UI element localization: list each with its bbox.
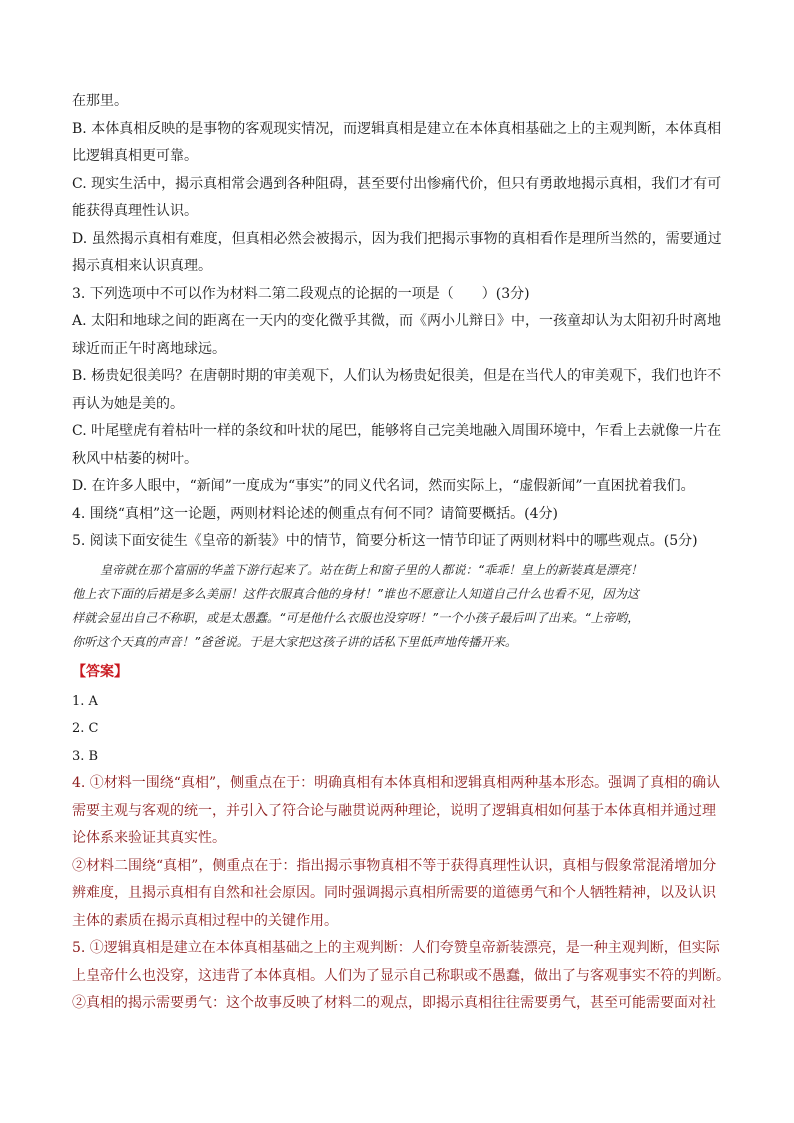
text-line: 在那里。 [72,93,128,109]
question-3: 3. 下列选项中不可以作为材料二第二段观点的论据的一项是（ ）(3分) [72,285,530,302]
quote-line: 样就会显出自己不称职，或是太愚蠢。“可是他什么衣服也没穿呀！”一个小孩子最后叫了出来。“上帝哟， [72,610,640,625]
text-line: B. 本体真相反映的是事物的客观现实情况，而逻辑真相是建立在本体真相基础之上的主观判断，本体真相 [72,120,722,137]
answer-line: 5. ①逻辑真相是建立在本体真相基础之上的主观判断：人们夸赞皇帝新装漂亮，是一种主观判断，但实际 [72,940,720,956]
answer-line: 4. ①材料一围绕“真相”，侧重点在于：明确真相有本体真相和逻辑真相两种基本形态。强调了真相的确认 [72,775,721,791]
text-line: 揭示真相来认识真理。 [72,258,212,274]
quote-line: 他上衣下面的后裙是多么美丽！这件衣服真合他的身材！”谁也不愿意让人知道自己什么也看不见，因为这 [72,586,639,601]
text-line: 比逻辑真相更可靠。 [72,148,198,164]
text-line: 球近而正午时离地球远。 [72,340,226,357]
text-line: B. 杨贵妃很美吗？在唐朝时期的审美观下，人们认为杨贵妃很美，但是在当代人的审美观下，我们也许不 [72,368,722,384]
text-line: C. 现实生活中，揭示真相常会遇到各种阻碍，甚至要付出惨痛代价，但只有勇敢地揭示真相，我们才有可 [72,175,722,192]
quote-line: 皇帝就在那个富丽的华盖下游行起来了。站在街上和窗子里的人都说：“乖乖！皇上的新装真是漂亮！ [100,562,643,577]
answer-line: 论体系来验证其真实性。 [72,830,226,846]
text-line: 秋风中枯萎的树叶。 [72,450,198,467]
answer-item: 1. A [72,693,98,709]
excerpt-quote [72,558,732,654]
answer-line: ②材料二围绕“真相”，侧重点在于：指出揭示事物真相不等于获得真理性认识，真相与假象常混淆增加分 [72,857,717,874]
answer-line: 需要主观与客观的统一，并引入了符合论与融贯说两种理论，说明了逻辑真相如何基于本体真相并通过理 [72,802,716,819]
answer-list [72,688,732,1018]
answer-line: 主体的素质在揭示真相过程中的关键作用。 [72,912,338,929]
answer-line: ②真相的揭示需要勇气：这个故事反映了材料二的观点，即揭示真相往往需要勇气，甚至可能需要面对社 [72,995,716,1011]
question-text [72,88,732,556]
text-line: 再认为她是美的。 [72,395,184,412]
text-line: 能获得真理性认识。 [72,203,198,219]
text-line: D. 虽然揭示真相有难度，但真相必然会被揭示，因为我们把揭示事物的真相看作是理所当然的，需要通过 [72,230,722,247]
question-5: 5. 阅读下面安徒生《皇帝的新装》中的情节，简要分析这一情节印证了两则材料中的哪些观点。(5分) [72,533,698,549]
quote-line: 你听这个天真的声音！”爸爸说。于是大家把这孩子讲的话私下里低声地传播开来。 [72,634,518,649]
answer-item: 2. C [72,721,99,736]
answer-item: 3. B [72,748,99,764]
text-line: C. 叶尾壁虎有着枯叶一样的条纹和叶状的尾巴，能够将自己完美地融入周围环境中，乍看上去就像一片在 [72,423,722,439]
text-line: A. 太阳和地球之间的距离在一天内的变化微乎其微，而《两小儿辩日》中，一孩童却认为太阳初升时离地 [72,313,722,329]
question-4: 4. 围绕“真相”这一论题，两则材料论述的侧重点有何不同？请简要概括。(4分) [72,505,558,522]
answer-line: 上皇帝什么也没穿，这违背了本体真相。人们为了显示自己称职或不愚蠢，做出了与客观事实不符的判断。 [72,967,730,984]
text-line: D. 在许多人眼中，“新闻”一度成为“事实”的同义代名词，然而实际上，“虚假新闻”一直困扰着我们。 [72,478,695,494]
answer-heading: 【答案】 [72,663,128,680]
answer-line: 辨难度，且揭示真相有自然和社会原因。同时强调揭示真相所需要的道德勇气和个人牺牲精神，以及认识 [72,885,716,901]
document-page [72,88,732,1018]
